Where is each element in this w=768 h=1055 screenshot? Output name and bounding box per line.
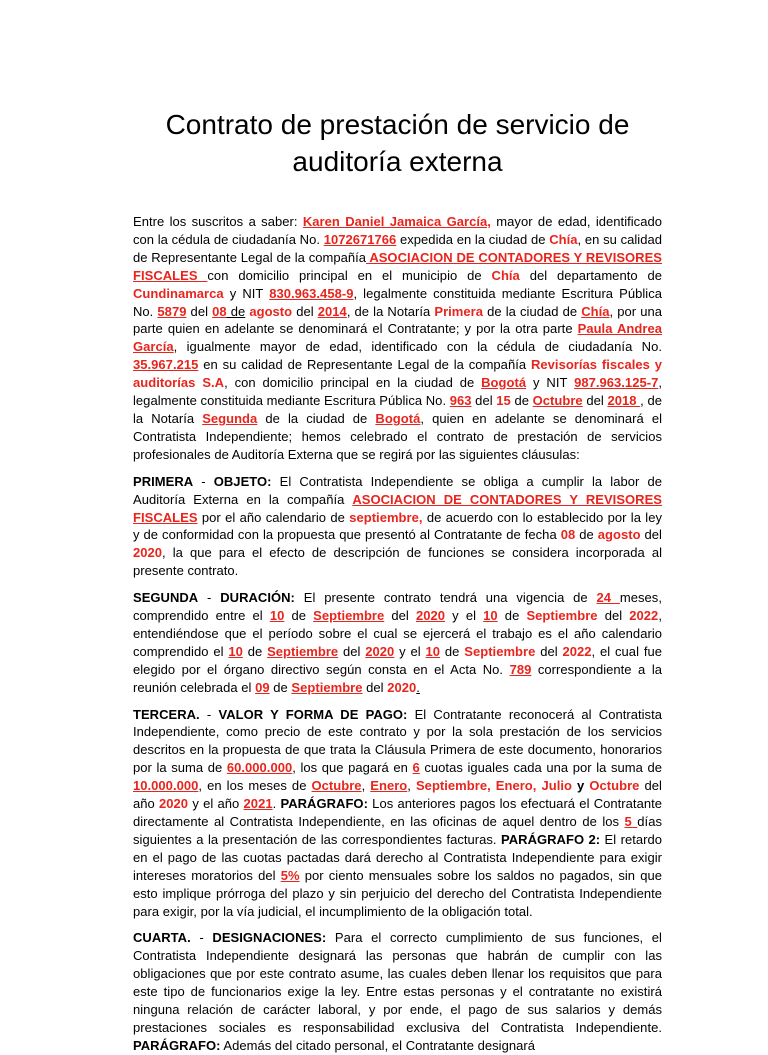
text: , [407,778,416,794]
text: y el [394,643,426,659]
filled-field: Revisorías fiscales y auditorías S.A [133,357,662,391]
text: de [440,643,465,659]
filled-field: Septiembre [267,643,339,659]
clause-number: TERCERA. [133,706,200,722]
filled-field: Chía [549,231,578,247]
filled-field: 789 [509,661,532,677]
text: , igualmente mayor de edad, identificado con la cédula de ciudadanía No. [173,339,662,355]
text: , quien en adelante se denominará el Contratista Independiente; hemos celebrado el contrato de prestación de servicios profesionales de Auditoría Externa que se regirá por las siguientes cláusulas: [133,410,662,462]
text: El retardo en el pago de las cuotas pactadas dará derecho al Contratista Independiente para exigir intereses moratorios del [133,831,662,883]
text: , [361,778,371,794]
filled-field: Septiembre, Enero, Julio [415,778,572,794]
filled-field: 5879 [157,303,187,319]
text: del [362,679,388,695]
intro-paragraph [133,213,662,464]
text: del [640,527,662,543]
filled-field: 08 [560,527,576,543]
text: del [471,393,497,409]
filled-field: Septiembre [313,608,385,624]
clause-primera [133,473,662,580]
text: del [292,303,318,319]
text: , con domicilio principal en la ciudad de [224,375,482,391]
text: El Contratista Independiente se obliga a cumplir la labor de Auditoría Externa en la compañía [133,473,662,507]
filled-field: ASOCIACION DE CONTADORES Y REVISORES FISCALES [133,249,663,283]
filled-field: 2020 [159,796,189,812]
text: El Contratante reconocerá al Contratista Independiente, como precio de este contrato y por la sola prestación de los servicios descritos en la propuesta de que trata la Cláusula Primera de este documento, honorarios por la suma de [133,706,662,776]
clause-heading: PARÁGRAFO 2: [501,831,601,847]
clause-heading: VALOR Y FORMA DE PAGO: [218,706,408,722]
text: con domicilio principal en el municipio de [207,267,492,283]
text: de [575,527,598,543]
clause-heading: PARÁGRAFO: [133,1037,221,1053]
filled-field: Octubre [589,778,640,794]
filled-field: Paula Andrea García [133,321,662,355]
text: Para el correcto cumplimiento de sus funciones, el Contratista Independiente designará las personas que habrán de cumplir con las obligaciones que por este contrato asume, las cuales deben llenar los requisitos que para este tipo de funcionarios exige la ley. Entre estas personas y el contratante no existirá ninguna relación de carácter laboral, y por ende, el pago de sus salarios y demás prestaciones sociales es responsabilidad exclusiva del Contratista Independiente. [133,930,662,1035]
text: y [577,778,585,794]
filled-field: Segunda [202,410,258,426]
text: , en su calidad de Representante Legal de la compañía [133,231,662,265]
clause-tercera [133,706,662,921]
filled-field: 09 [255,679,270,695]
filled-field: Bogotá [375,410,421,426]
filled-field: 2014 [317,303,347,319]
text: , legalmente constituida mediante Escritura Pública No. [133,285,662,319]
text: y NIT [526,375,575,391]
filled-field: Enero [370,778,408,794]
text: Entre los suscritos a saber: [133,214,303,229]
filled-field: Septiembre [291,679,363,695]
text: de [510,393,533,409]
clause-heading: DURACIÓN: [220,590,295,606]
filled-field: 5 [624,814,638,829]
filled-field: 2020 [365,643,395,659]
filled-field: 10.000.000 [133,778,199,794]
filled-field: agosto [249,303,293,319]
text: El presente contrato tendrá una vigencia de [294,590,597,606]
filled-field: 1072671766 [323,231,397,247]
filled-field: 10 [228,643,243,659]
text: correspondiente a la reunión celebrada el [133,661,662,695]
clause-number: CUARTA. [133,930,191,946]
text: mayor de edad, identificado con la cédula de ciudadanía No. [133,214,662,247]
text: expedida en la ciudad de [396,231,550,247]
filled-field: Bogotá [481,375,527,391]
clause-heading: PARÁGRAFO: [280,796,368,812]
document-title: Contrato de prestación de servicio de auditoría externa [165,109,630,177]
text: días siguientes a la presentación de las correspondientes facturas. [133,814,662,847]
filled-field: 10 [425,643,441,659]
text: del [597,608,630,624]
filled-field: Cundinamarca [133,285,224,301]
text: de la ciudad de [483,303,582,319]
text: y NIT [223,285,270,301]
clause-number: PRIMERA [133,473,194,489]
text: Además del citado personal, el Contratante designará [220,1037,535,1053]
filled-field: 2022 [629,608,659,624]
filled-field: 08 [212,303,227,319]
clause-heading: OBJETO: [213,473,272,489]
text: de [269,679,292,695]
text: del [535,643,563,659]
filled-field: 60.000.000 [226,760,293,776]
filled-field: 2018 [607,393,641,409]
filled-field: ASOCIACION DE CONTADORES Y REVISORES FISCALES [133,491,662,525]
text: de [497,608,527,624]
text: , el cual fue elegido por el órgano directivo según consta en el Acta No. [133,643,662,677]
text: de acuerdo con lo establecido por la ley y de conformidad con la propuesta que presentó al Contratante de fecha [133,509,663,543]
text: del [338,643,366,659]
text: del [582,393,608,409]
text: del departamento de [519,267,662,283]
clause-cuarta [133,929,662,1054]
clause-heading: DESIGNACIONES: [212,930,327,946]
filled-field: 5% [280,867,300,883]
text: de [242,643,268,659]
text: - [193,473,214,489]
filled-field: Chía [581,303,610,319]
text: , en los meses de [198,778,312,794]
text: , legalmente constituida mediante Escritura Pública No. [133,375,662,409]
text: del [186,303,213,319]
text: , los que pagará en [292,760,413,776]
text: Los anteriores pagos los efectuará el Contratante directamente al Contratista Independiente, en las oficinas de aquel dentro de los [133,796,662,829]
filled-field: 10 [483,608,498,624]
text: , de la Notaría [133,393,662,426]
filled-field: 2020 [415,608,446,624]
text: por el año calendario de [197,509,350,525]
text: meses, comprendido entre el [133,590,662,624]
filled-field: Septiembre [526,608,598,624]
text: del año [133,778,662,812]
text: de [226,303,246,319]
filled-field: 6 [412,760,420,776]
text: - [190,930,213,946]
text: , la que para el efecto de descripción de funciones se considera incorporada al presente contrato. [133,545,662,579]
text: de [284,608,314,624]
text: - [199,706,219,722]
filled-field: Primera [434,303,484,319]
filled-field: 24 [596,590,620,606]
text: - [198,590,221,606]
text: por ciento mensuales sobre los saldos no pagados, sin que esto implique prórroga del plazo y sin perjuicio del derecho del Contratista Independiente para exigir, por la vía judicial, el incumplimiento de la obligación total. [133,867,663,919]
text: y el año [188,796,244,812]
text: . [416,679,420,695]
filled-field: Septiembre [464,643,536,659]
text: del [384,608,416,624]
filled-field: 35.967.215 [133,357,199,373]
filled-field: Karen Daniel Jamaica García, [302,214,491,229]
filled-field: 987.963.125-7 [574,375,659,391]
filled-field: 2020 [387,679,417,695]
text: en su calidad de Representante Legal de la compañía [198,357,531,373]
filled-field: Chía [491,267,520,283]
text: , de la Notaría [346,303,435,319]
filled-field: Octubre [532,393,583,409]
filled-field: 10 [269,608,285,624]
filled-field: Octubre [311,778,362,794]
clause-number: SEGUNDA [133,590,199,606]
filled-field: 2022 [562,643,592,659]
text: , por una parte quien en adelante se denominará el Contratante; y por la otra parte [133,303,662,337]
filled-field: 830.963.458-9 [269,285,354,301]
filled-field: septiembre, [349,509,423,525]
clause-segunda [133,589,662,696]
filled-field: agosto [597,527,641,543]
filled-field: 15 [496,393,511,409]
filled-field: 963 [449,393,472,409]
text: cuotas iguales cada una por la suma de [419,760,662,776]
filled-field: 2021 [243,796,273,812]
text: , entendiéndose que el período sobre el cual se ejercerá el trabajo es el año calendario comprendido el [133,608,662,659]
text: . [272,796,281,812]
filled-field: 2020 [133,545,163,561]
text: de la ciudad de [257,410,376,426]
text: y el [445,608,484,624]
